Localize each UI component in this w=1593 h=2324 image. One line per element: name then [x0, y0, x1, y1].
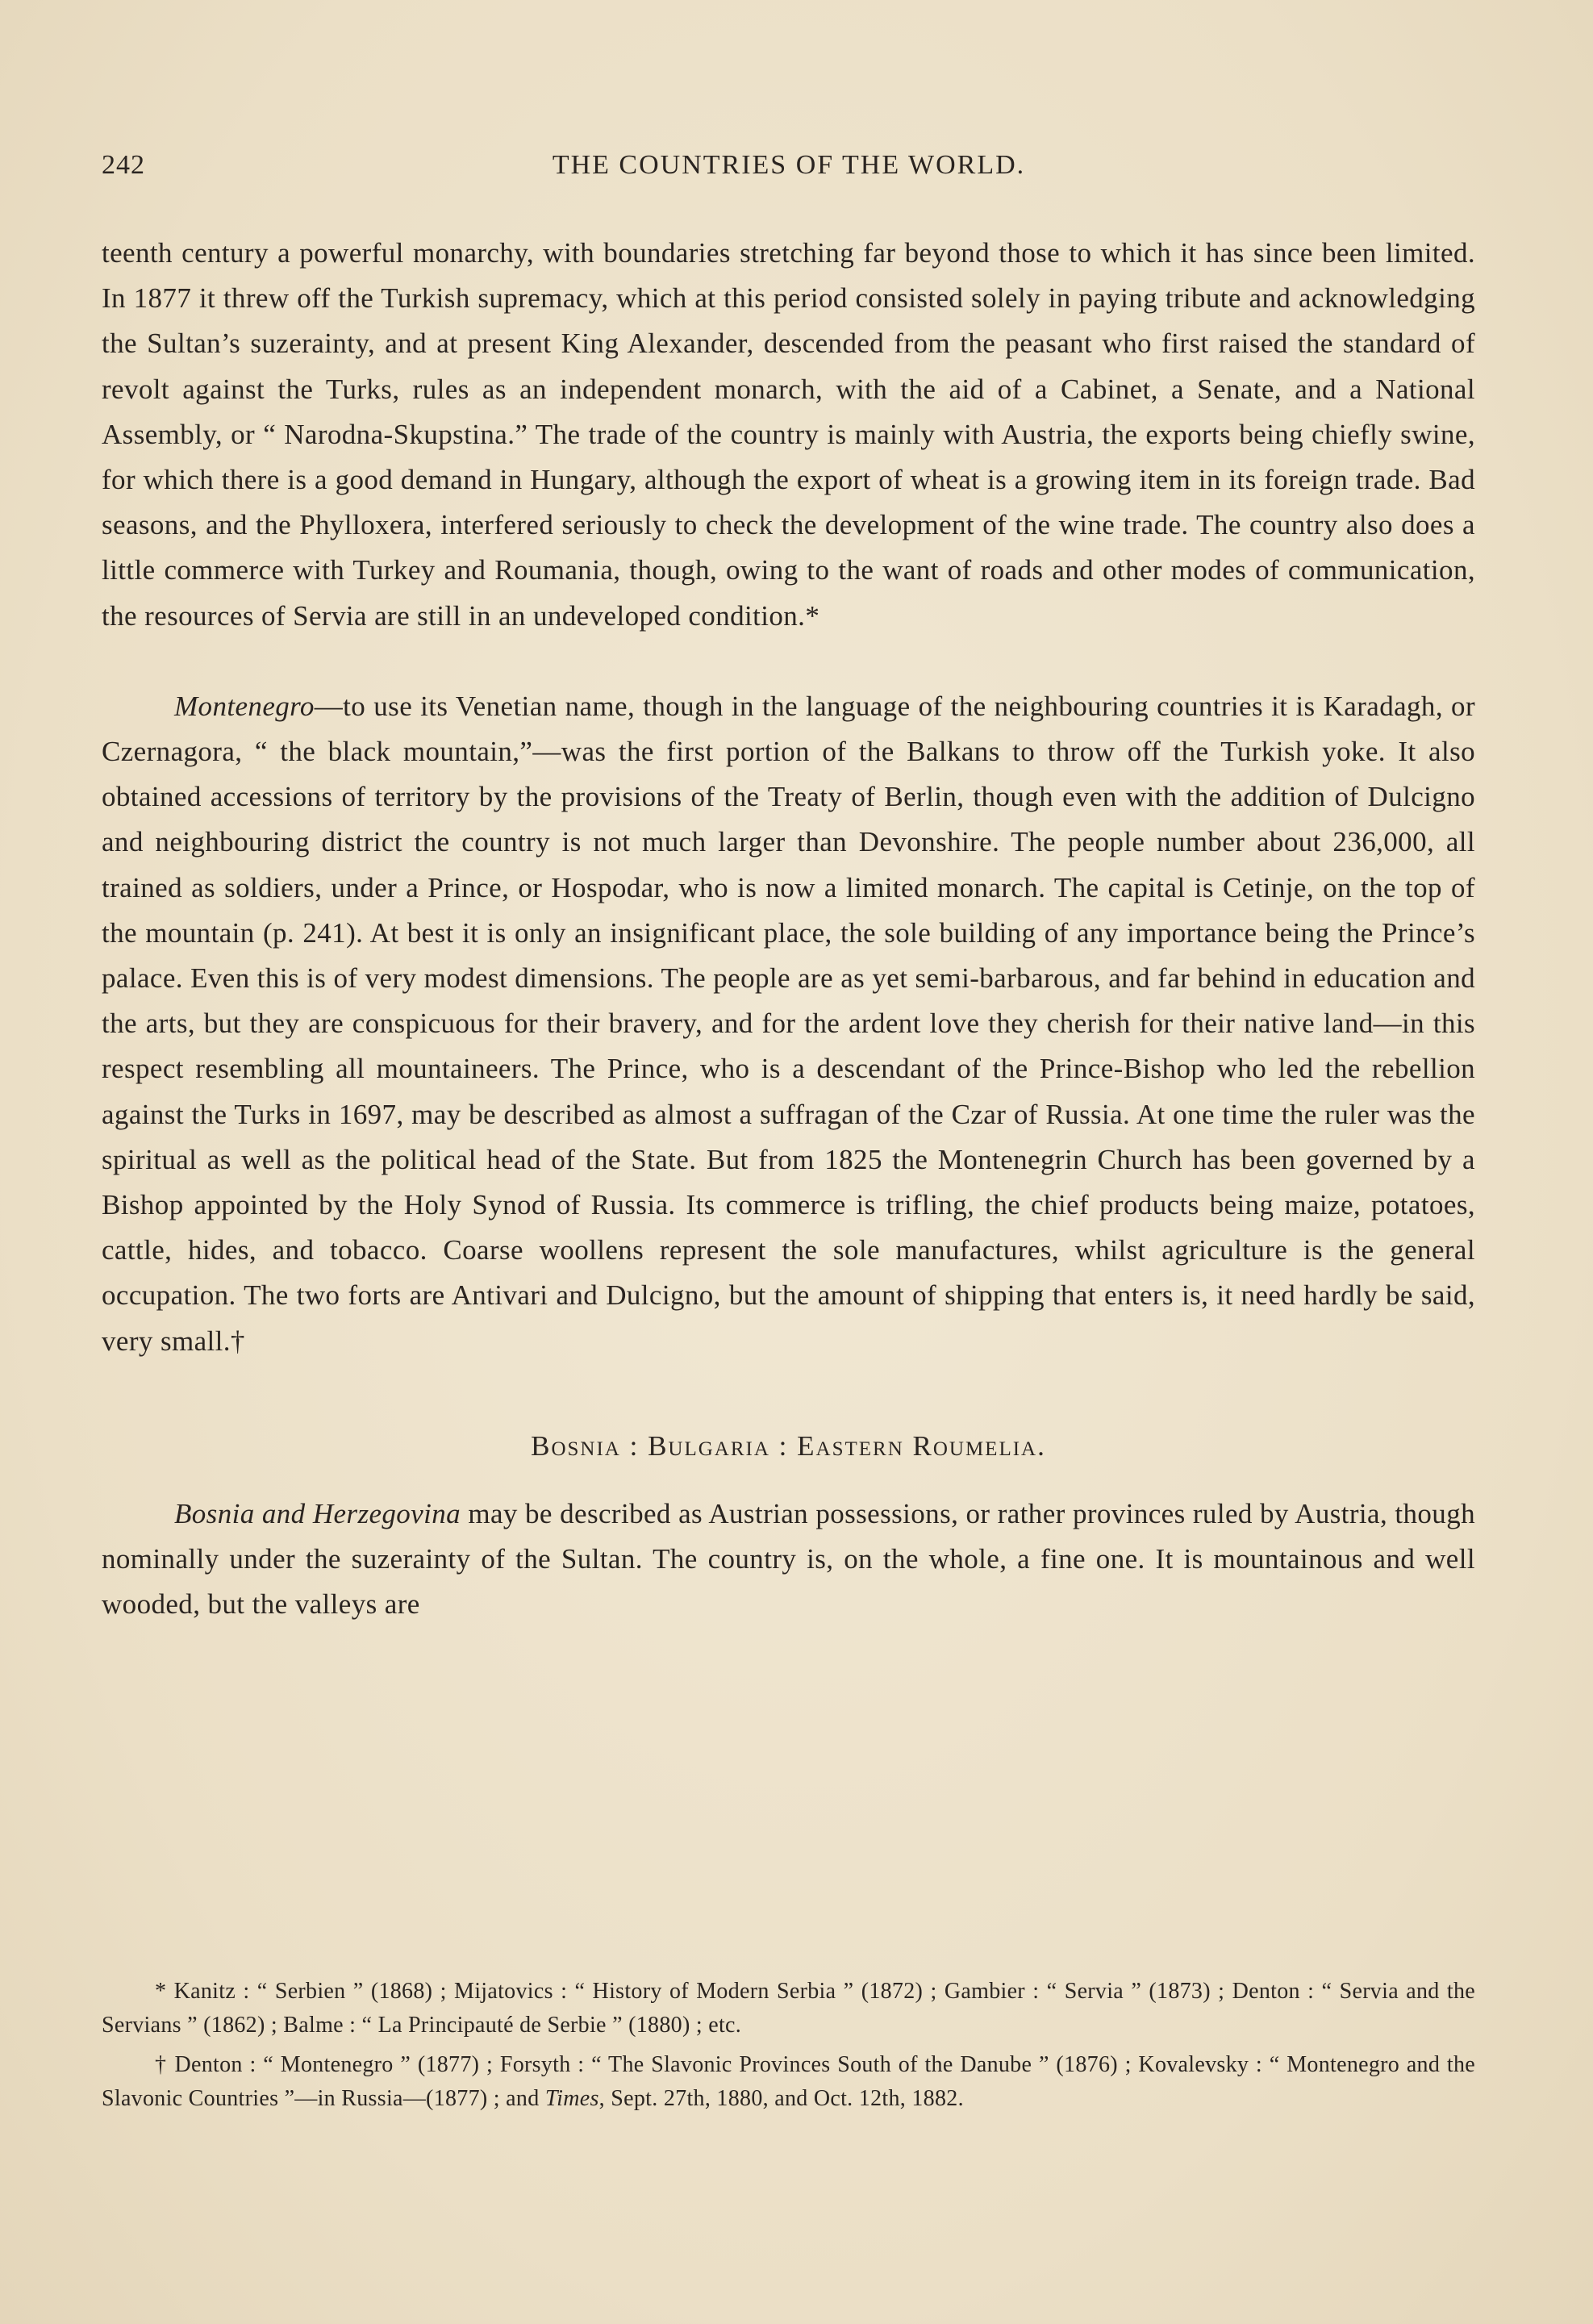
- section-heading: Bosnia : Bulgaria : Eastern Roumelia.: [531, 1429, 1046, 1462]
- paragraph-servia-text: teenth century a powerful monarchy, with boundaries stretching far beyond those to which it has since been limited. In 1877 it threw off the Turkish supremacy, which at this period consisted solely in paying tribute and acknowledging the Sultan’s suzerainty, and at present King Alexander, descended from the peasant who first raised the standard of revolt against the Turks, rules as an independent monarch, with the aid of a Cabinet, a Senate, and a National Assembly, or “ Narodna-Skupstina.” The trade of the country is mainly with Austria, the exports being chiefly swine, for which there is a good demand in Hungary, although the export of wheat is a growing item in its foreign trade. Bad seasons, and the Phylloxera, interfered seriously to check the development of the wine trade. The country also does a little commerce with Turkey and Roumania, though, owing to the want of roads and other modes of communication, the resources of Servia are still in an undeveloped condition.*: [102, 237, 1475, 632]
- paragraph-bosnia-text: may be described as Austrian possessions, or rather provinces ruled by Austria, though nominally under the suzerainty of the Sultan. The country is, on the whole, a fine one. It is mountainous and well wooded, but the valleys are: [102, 1498, 1476, 1621]
- body-text: [102, 231, 1475, 1628]
- footnote-2-times: Times: [544, 2085, 599, 2111]
- paragraph-montenegro: [102, 684, 1475, 1364]
- paragraph-montenegro-text: —to use its Venetian name, though in the language of the neighbouring countries it is Karadagh, or Czernagora, “ the black mountain,”—was the first portion of the Balkans to throw off the Turkish yoke. It also obtained accessions of territory by the provisions of the Treaty of Berlin, though even with the addition of Dulcigno and neighbouring district the country is not much larger than Devonshire. The people number about 236,000, all trained as soldiers, under a Prince, or Hospodar, who is now a limited monarch. The capital is Cetinje, on the top of the mountain (p. 241). At best it is only an insignificant place, the sole building of any importance being the Prince’s palace. Even this is of very modest dimensions. The people are as yet semi-barbarous, and far behind in education and the arts, but they are conspicuous for their bravery, and for the ardent love they cherish for their native land—in this respect resembling all mountaineers. The Prince, who is a descendant of the Prince-Bishop who led the rebellion against the Turks in 1697, may be described as almost a suffragan of the Czar of Russia. At one time the ruler was the spiritual as well as the political head of the State. But from 1825 the Montenegrin Church has been governed by a Bishop appointed by the Holy Synod of Russia. Its commerce is trifling, the chief products being maize, potatoes, cattle, hides, and tobacco. Coarse woollens represent the sole manufactures, whilst agriculture is the general occupation. The two forts are Antivari and Dulcigno, but the amount of shipping that enters is, it need hardly be said, very small.†: [102, 690, 1475, 1357]
- footnote-2-text-a: † Denton : “ Montenegro ” (1877) ; Forsyth : “ The Slavonic Provinces South of the Danube ” (1876) ; Kovalevsky : “ Montenegro and the Slavonic Countries ”—in Russia—(1877) ; and: [102, 2052, 1475, 2111]
- footnote-2: [102, 2048, 1475, 2115]
- paragraph-servia: [102, 231, 1475, 639]
- page-number: 242: [102, 150, 145, 180]
- footnote-2-text-b: , Sept. 27th, 1880, and Oct. 12th, 1882.: [598, 2085, 964, 2111]
- bosnia-lead: Bosnia and Herzegovina: [174, 1498, 461, 1530]
- paragraph-bosnia: [102, 1492, 1475, 1628]
- footnote-1: * Kanitz : “ Serbien ” (1868) ; Mijatovics : “ History of Modern Serbia ” (1872) ; Gambier : “ Servia ” (1873) ; Denton : “ Servia and the Servians ” (1862) ; Balme : “ La Principauté de Serbie ” (1880) ; etc.: [102, 1979, 1475, 2038]
- montenegro-lead: Montenegro: [174, 690, 315, 722]
- running-title: THE COUNTRIES OF THE WORLD.: [552, 150, 1026, 180]
- page-header: [102, 150, 1476, 190]
- footnotes: [102, 1975, 1475, 2115]
